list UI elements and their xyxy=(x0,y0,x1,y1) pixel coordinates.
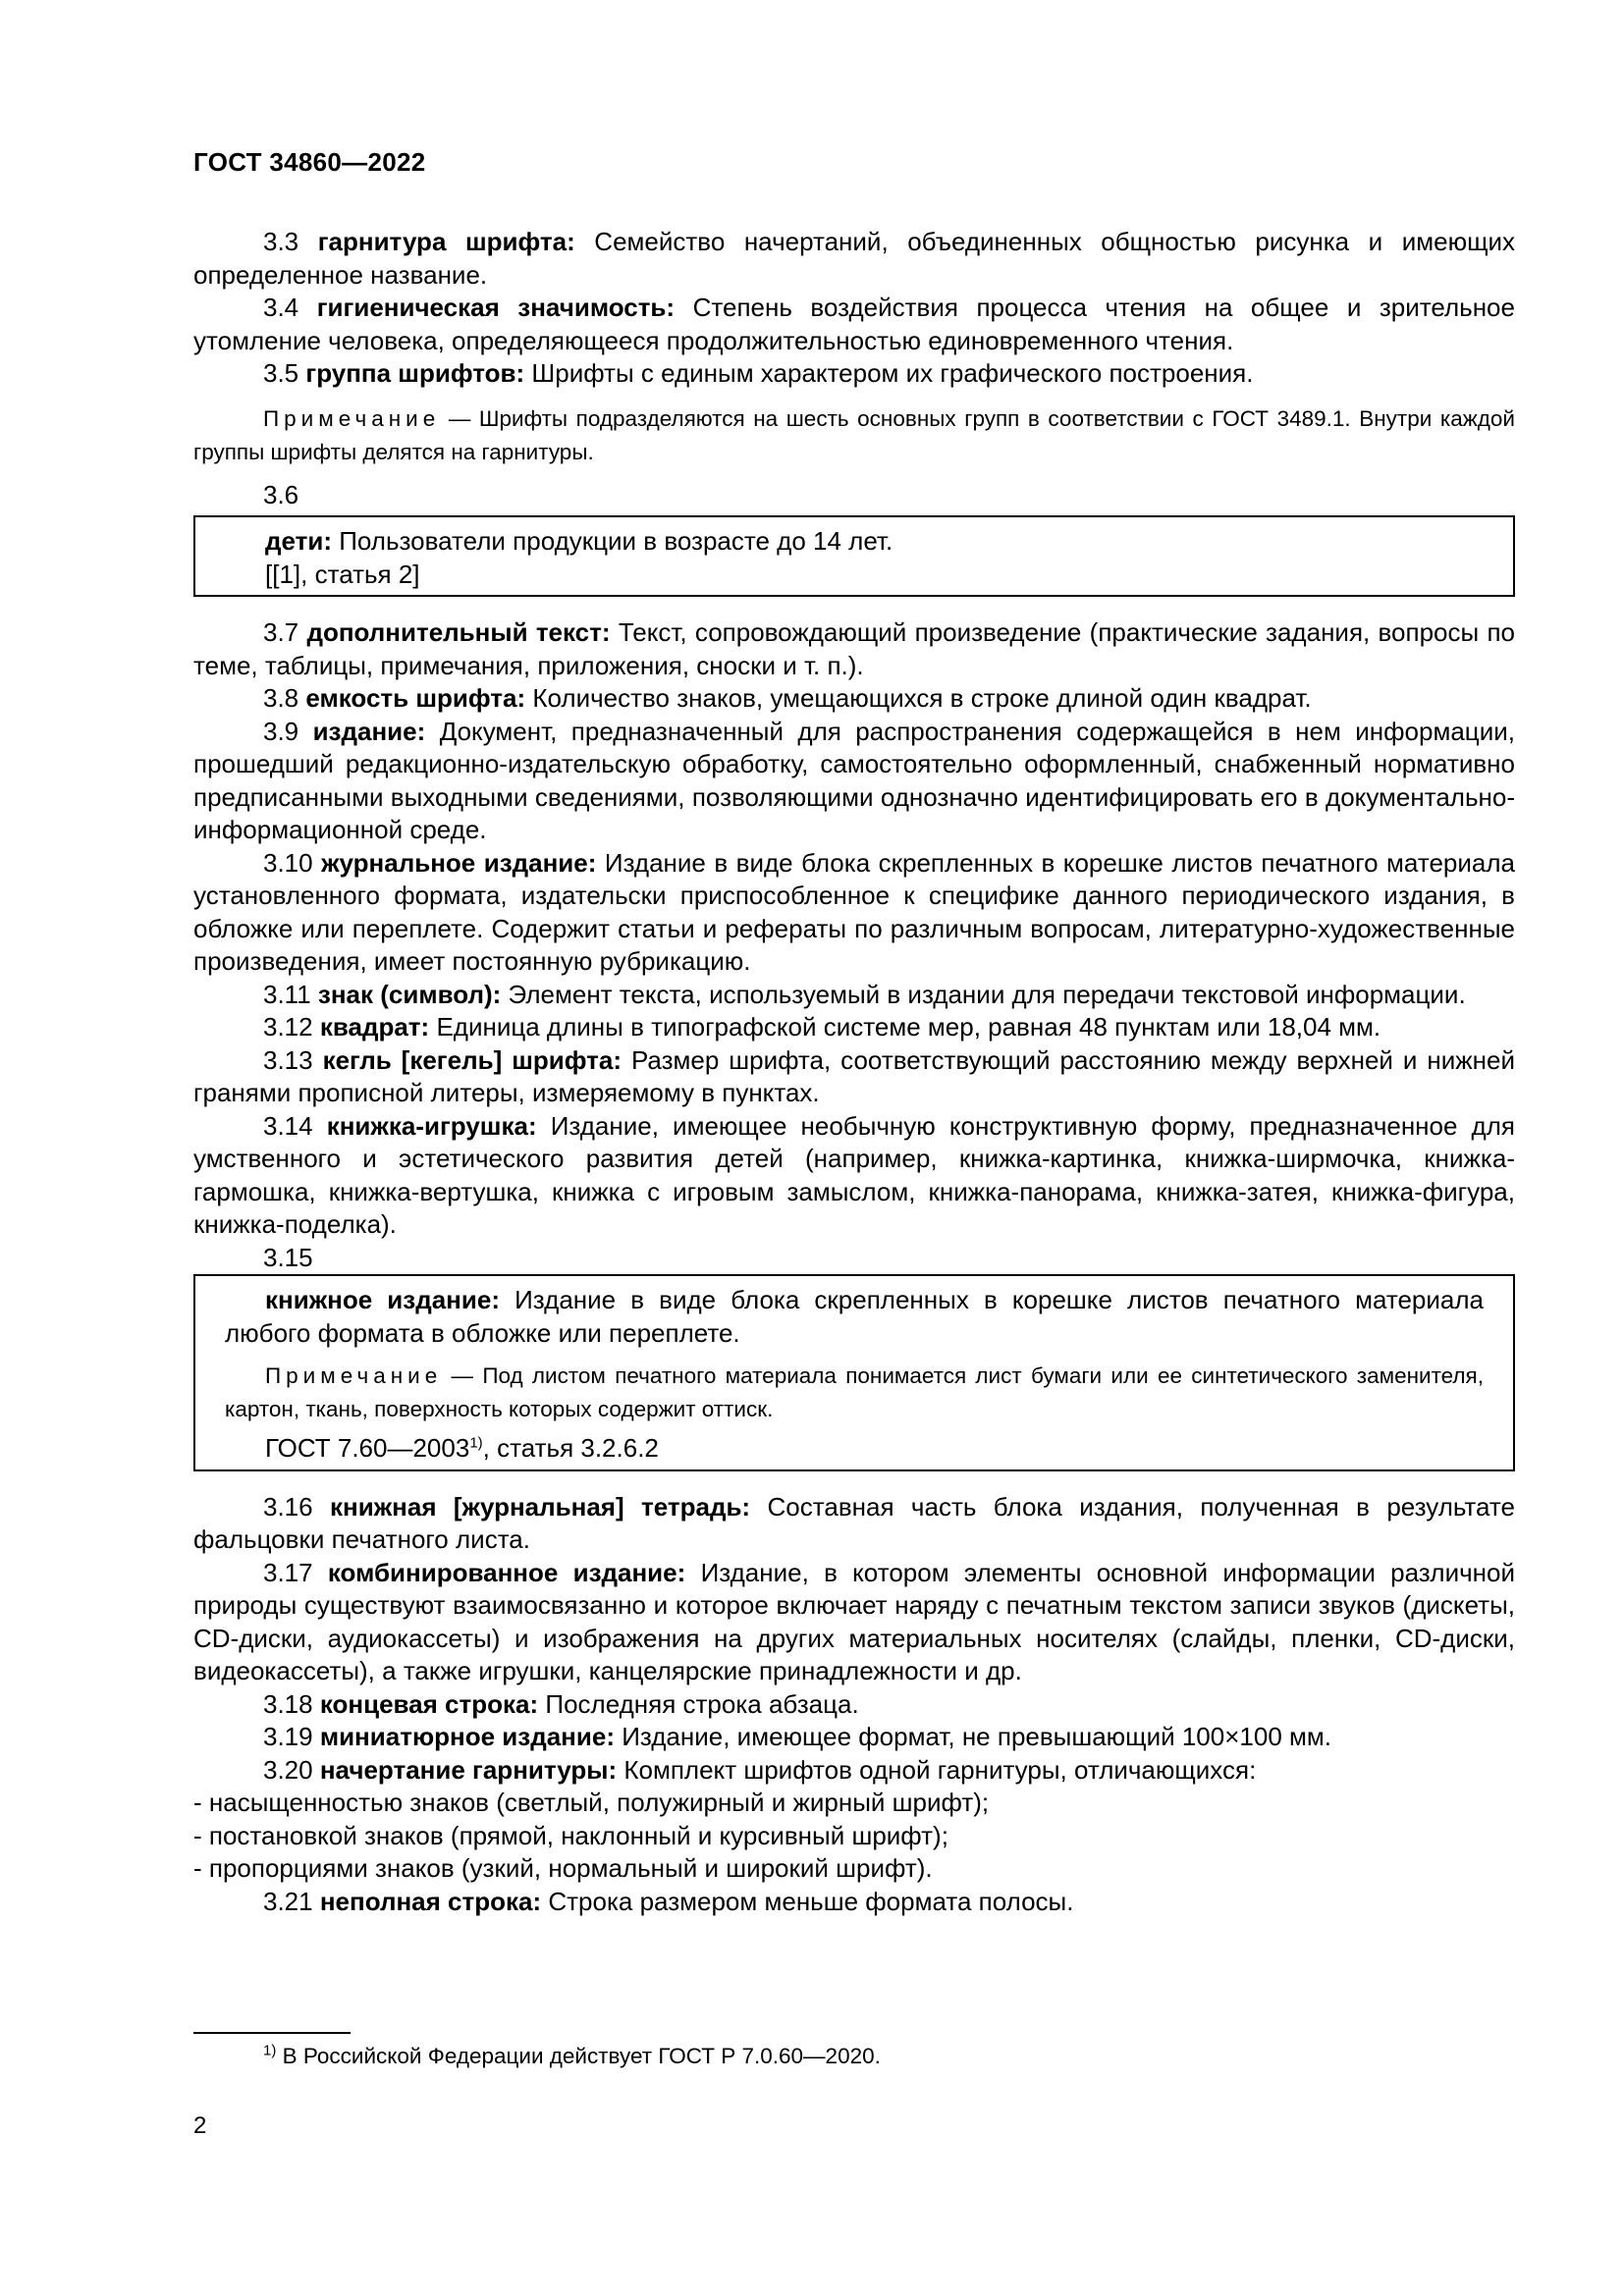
list-item: - постановкой знаков (прямой, наклонный и курсивный шрифт); xyxy=(193,1820,948,1850)
term-definition: Шрифты с единым характером их графического построения. xyxy=(531,358,1254,388)
term-3-16: 3.16 книжная [журнальная] тетрадь: Составная часть блока издания, полученная в результате фальцовки печатного листа. xyxy=(193,1491,1515,1554)
term-name: дополнительный текст: xyxy=(306,617,611,647)
term-3-12: 3.12 квадрат: Единица длины в типографской системе мер, равная 48 пунктам или 18,04 мм. xyxy=(263,1012,1381,1041)
terms-section xyxy=(193,226,1515,1918)
term-name: миниатюрное издание: xyxy=(319,1722,615,1751)
footnote-ref: 1) xyxy=(469,1434,483,1452)
term-3-11: 3.11 знак (символ): Элемент текста, используемый в издании для передачи текстовой информации. xyxy=(263,979,1466,1009)
term-3-6-number: 3.6 xyxy=(263,479,299,509)
footnote xyxy=(263,2042,881,2071)
note-3-5 xyxy=(193,402,1515,469)
term-definition: Семейство начертаний, объединенных общностью рисунка и имеющих определенное название. xyxy=(193,227,1515,290)
term-name: комбинированное издание: xyxy=(327,1557,686,1587)
document-header: ГОСТ 34860—2022 xyxy=(193,147,426,177)
page-number: 2 xyxy=(193,2112,207,2139)
term-name: группа шрифтов: xyxy=(305,358,525,388)
term-3-13: 3.13 кегль [кегель] шрифта: Размер шрифта, соответствующий расстоянию между верхней и нижней гранями прописной литеры, измеряемому в пунктах. xyxy=(193,1044,1515,1107)
term-3-5: 3.5 группа шрифтов: Шрифты с единым характером их графического построения. xyxy=(263,358,1254,388)
term-definition: Издание, имеющее формат, не превышающий 100×100 мм. xyxy=(622,1722,1331,1751)
note-text: — Под листом печатного материала понимается лист бумаги или ее синтетического заменителя, картон, ткань, поверхность которых содержит оттиск. xyxy=(225,1363,1484,1421)
term-name: концевая строка: xyxy=(319,1688,539,1719)
term-name: гигиеническая значимость: xyxy=(316,293,676,322)
term-3-9: 3.9 издание: Документ, предназначенный для распространения содержащейся в нем информации, прошедший редакционно-издательскую обработку, самостоятельно оформленный, снабженный нормативно предписанными выходными сведениями, позволяющими однозначно идентифицировать его в документально-информационной среде. xyxy=(193,716,1515,844)
term-3-20-list xyxy=(193,1787,1515,1886)
term-definition: Количество знаков, умещающихся в строке длиной один квадрат. xyxy=(532,683,1312,713)
term-name: гарнитура шрифта: xyxy=(317,227,575,256)
term-3-20: 3.20 начертание гарнитуры: Комплект шрифтов одной гарнитуры, отличающихся: xyxy=(263,1754,1257,1785)
term-definition: Размер шрифта, соответствующий расстоянию между верхней и нижней гранями прописной литеры, измеряемому в пунктах. xyxy=(193,1044,1515,1107)
term-definition: Единица длины в типографской системе мер, равная 48 пунктам или 18,04 мм. xyxy=(436,1012,1381,1041)
term-name: емкость шрифта: xyxy=(305,683,526,713)
term-name: издание: xyxy=(312,716,426,746)
term-definition: Степень воздействия процесса чтения на общее и зрительное утомление человека, определяющееся продолжительностью единовременного чтения. xyxy=(193,293,1515,355)
term-3-8: 3.8 емкость шрифта: Количество знаков, умещающихся в строке длиной один квадрат. xyxy=(263,683,1312,713)
note-text: — Шрифты подразделяются на шесть основных групп в соответствии с ГОСТ 3489.1. Внутри каждой группы шрифты делятся на гарнитуры. xyxy=(193,405,1515,464)
term-definition: Строка размером меньше формата полосы. xyxy=(548,1886,1074,1916)
term-definition: Издание в виде блока скрепленных в корешке листов печатного материала установленного формата, издательски приспособленное к специфике данного периодического издания, в обложке или переплете. Содержит статьи и рефераты по различным вопросам, литературно-художественные произведения, имеет постоянную рубрикацию. xyxy=(193,847,1515,976)
term-name: журнальное издание: xyxy=(321,847,597,878)
term-definition: Издание, в котором элементы основной информации различной природы существуют взаимосвязанно и которое включает наряду с печатным текстом записи звуков (дискеты, CD-диски, аудиокассеты) и изображения на других материальных носителях (слайды, пленки, CD-диски, видеокассеты), а также игрушки, канцелярские принадлежности и др. xyxy=(193,1557,1515,1685)
footnote-marker: 1) xyxy=(263,2042,277,2059)
term-definition: Последняя строка абзаца. xyxy=(545,1688,859,1719)
term-definition: Издание в виде блока скрепленных в корешке листов печатного материала любого формата в обложке или переплете. xyxy=(225,1285,1484,1348)
term-source: ГОСТ 7.60—2003$^{1)}$, статья 3.2.6.2 xyxy=(265,1433,659,1463)
term-3-15-box xyxy=(193,1274,1515,1471)
term-name: кегль [кегель] шрифта: xyxy=(322,1044,622,1075)
term-definition: Документ, предназначенный для распространения содержащейся в нем информации, прошедший редакционно-издательскую обработку, самостоятельно оформленный, снабженный нормативно предписанными выходными сведениями, позволяющими однозначно идентифицировать его в документально-информационной среде. xyxy=(193,716,1515,844)
term-name: квадрат: xyxy=(319,1012,430,1041)
term-3-18: 3.18 концевая строка: Последняя строка абзаца. xyxy=(263,1688,859,1719)
footnote-divider xyxy=(193,2032,351,2034)
term-3-7: 3.7 дополнительный текст: Текст, сопровождающий произведение (практические задания, вопросы по теме, таблицы, примечания, приложения, сноски и т. п.). xyxy=(193,617,1515,680)
term-definition: Издание, имеющее необычную конструктивную форму, предназначенное для умственного и эстетического развития детей (например, книжка-картинка, книжка-ширмочка, книжка-гармошка, книжка-вертушка, книжка с игровым замыслом, книжка-панорама, книжка-затея, книжка-фигура, книжка-поделка). xyxy=(193,1110,1515,1239)
note-label: Примечание xyxy=(263,405,441,431)
term-3-3: 3.3 гарнитура шрифта: Семейство начертаний, объединенных общностью рисунка и имеющих определенное название. xyxy=(193,227,1515,290)
term-name: книжка-игрушка: xyxy=(326,1110,537,1141)
term-definition: Комплект шрифтов одной гарнитуры, отличающихся: xyxy=(623,1754,1257,1785)
term-name: начертание гарнитуры: xyxy=(319,1754,618,1785)
term-3-21: 3.21 неполная строка: Строка размером меньше формата полосы. xyxy=(263,1886,1074,1916)
term-3-17: 3.17 комбинированное издание: Издание, в котором элементы основной информации различной природы существуют взаимосвязанно и которое включает наряду с печатным текстом записи звуков (дискеты, CD-диски, аудиокассеты) и изображения на других материальных носителях (слайды, пленки, CD-диски, видеокассеты), а также игрушки, канцелярские принадлежности и др. xyxy=(193,1557,1515,1685)
term-name: книжная [журнальная] тетрадь: xyxy=(330,1491,751,1522)
note-label: Примечание xyxy=(265,1363,443,1388)
term-3-6-box xyxy=(193,515,1515,597)
term-name: неполная строка: xyxy=(319,1886,542,1916)
term-definition: Элемент текста, используемый в издании для передачи текстовой информации. xyxy=(508,979,1466,1009)
term-3-19: 3.19 миниатюрное издание: Издание, имеющее формат, не превышающий 100×100 мм. xyxy=(263,1722,1331,1751)
term-definition: Пользователи продукции в возрасте до 14 лет. xyxy=(339,526,893,556)
list-item: - насыщенностью знаков (светлый, полужирный и жирный шрифт); xyxy=(193,1788,990,1817)
term-name: дети: xyxy=(265,526,332,556)
term-3-10: 3.10 журнальное издание: Издание в виде блока скрепленных в корешке листов печатного материала установленного формата, издательски приспособленное к специфике данного периодического издания, в обложке или переплете. Содержит статьи и рефераты по различным вопросам, литературно-художественные произведения, имеет постоянную рубрикацию. xyxy=(193,847,1515,976)
term-name: книжное издание: xyxy=(265,1285,500,1314)
term-3-15-number: 3.15 xyxy=(263,1242,313,1272)
term-definition: Текст, сопровождающий произведение (практические задания, вопросы по теме, таблицы, примечания, приложения, сноски и т. п.). xyxy=(193,617,1515,680)
list-item: - пропорциями знаков (узкий, нормальный и широкий шрифт). xyxy=(193,1853,933,1883)
term-3-14: 3.14 книжка-игрушка: Издание, имеющее необычную конструктивную форму, предназначенное для умственного и эстетического развития детей (например, книжка-картинка, книжка-ширмочка, книжка-гармошка, книжка-вертушка, книжка с игровым замыслом, книжка-панорама, книжка-затея, книжка-фигура, книжка-поделка). xyxy=(193,1110,1515,1239)
term-3-4: 3.4 гигиеническая значимость: Степень воздействия процесса чтения на общее и зрительное утомление человека, определяющееся продолжительностью единовременного чтения. xyxy=(193,293,1515,355)
term-3-15-note xyxy=(225,1360,1484,1426)
term-definition: Составная часть блока издания, полученная в результате фальцовки печатного листа. xyxy=(193,1491,1515,1554)
term-source: [[1], статья 2] xyxy=(265,559,420,589)
footnote-text: В Российской Федерации действует ГОСТ Р 7.0.60—2020. xyxy=(282,2044,881,2068)
term-name: знак (символ): xyxy=(317,979,502,1009)
